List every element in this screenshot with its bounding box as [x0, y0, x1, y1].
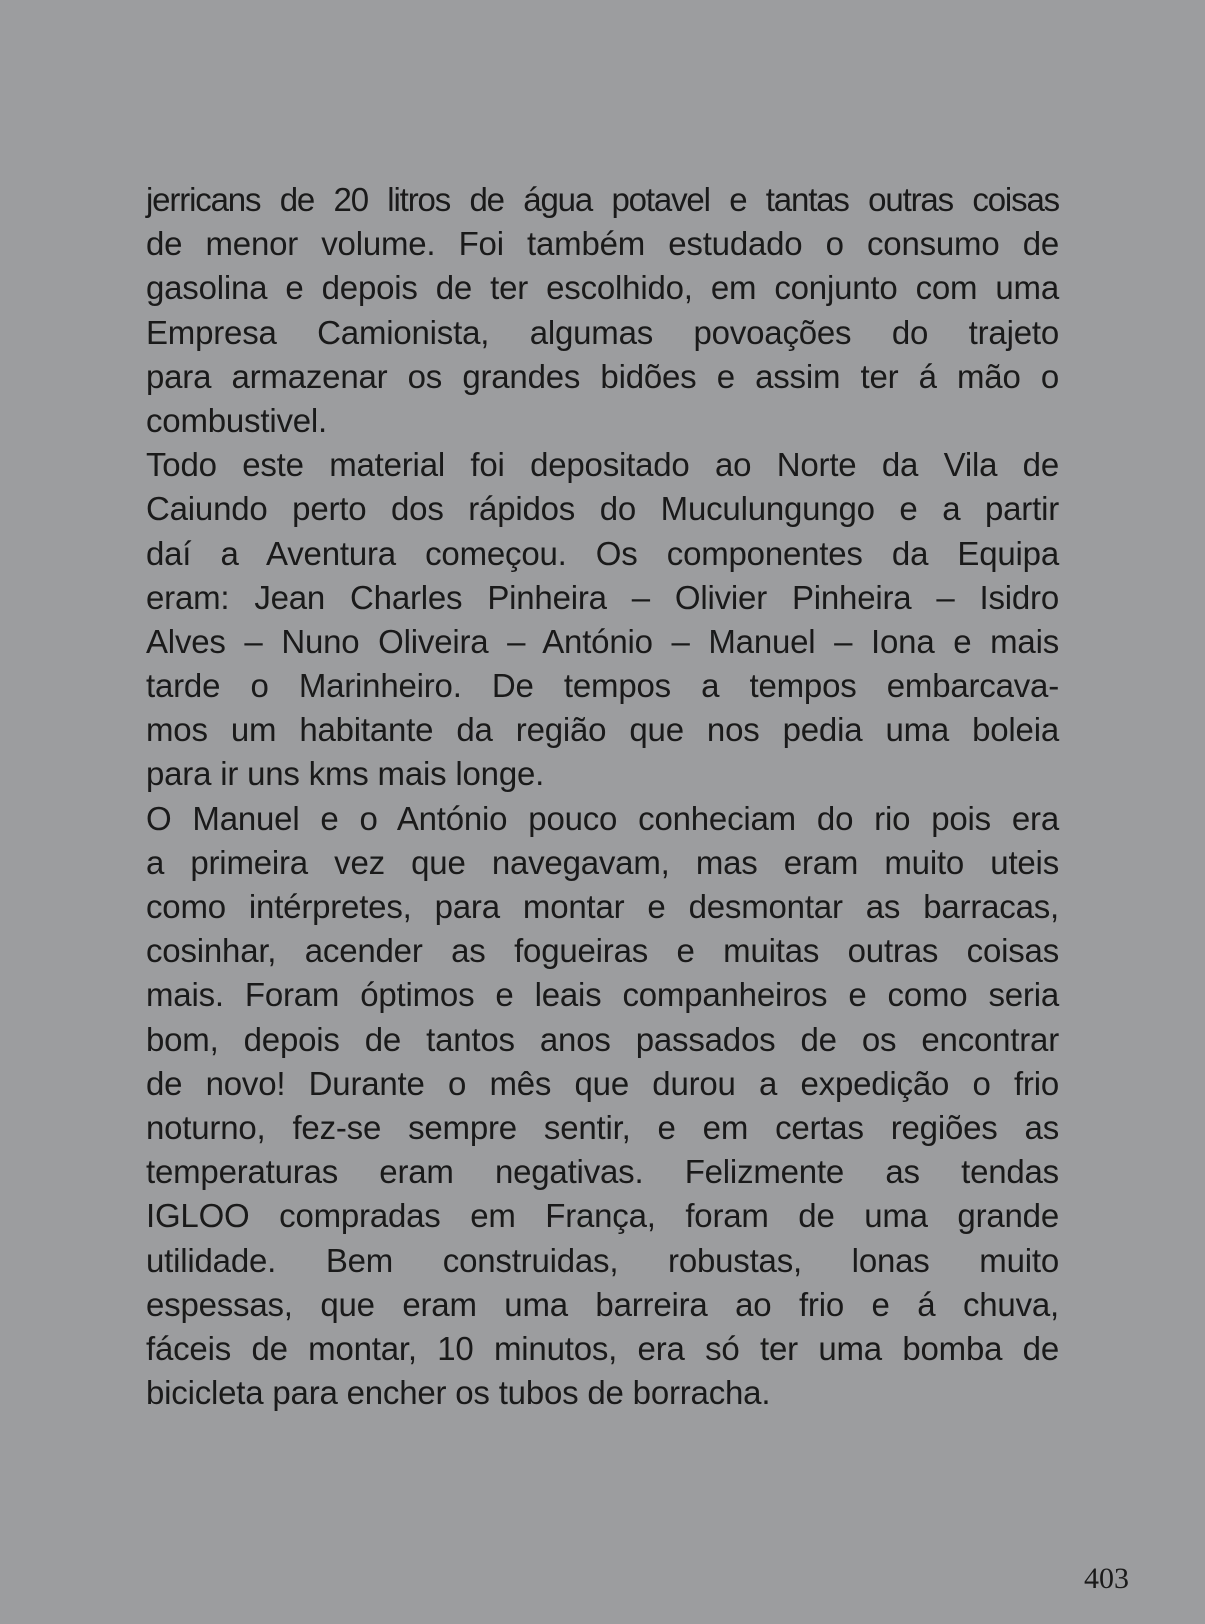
text-line: daí a Aventura começou. Os componentes da Equipa [146, 534, 1059, 572]
text-line: mos um habitante da região que nos pedia uma boleia [146, 711, 1059, 749]
text-line: de novo! Durante o mês que durou a expedição o frio [146, 1064, 1059, 1102]
text-line: Alves – Nuno Oliveira – António – Manuel – Iona e mais [146, 622, 1059, 660]
text-line: para armazenar os grandes bidões e assim ter á mão o [146, 357, 1059, 395]
text-line: bom, depois de tantos anos passados de os encontrar [146, 1020, 1059, 1058]
text-line: gasolina e depois de ter escolhido, em conjunto com uma [146, 269, 1059, 307]
body-text [146, 178, 1059, 1415]
text-line: bicicleta para encher os tubos de borracha. [146, 1374, 771, 1412]
text-line: espessas, que eram uma barreira ao frio e á chuva, [146, 1285, 1059, 1323]
page-number: 403 [1084, 1562, 1129, 1595]
text-line: cosinhar, acender as fogueiras e muitas outras coisas [146, 932, 1059, 970]
text-line: eram: Jean Charles Pinheira – Olivier Pinheira – Isidro [146, 578, 1059, 616]
text-line: a primeira vez que navegavam, mas eram muito uteis [146, 843, 1059, 881]
text-line: para ir uns kms mais longe. [146, 755, 545, 793]
text-line: jerricans de 20 litros de água potavel e tantas outras coisas [146, 181, 1059, 218]
text-line: mais. Foram óptimos e leais companheiros e como seria [146, 976, 1059, 1014]
text-line: Empresa Camionista, algumas povoações do trajeto [146, 313, 1059, 351]
text-line: Caiundo perto dos rápidos do Muculungungo e a partir [146, 490, 1059, 528]
text-line: temperaturas eram negativas. Felizmente as tendas [146, 1153, 1059, 1191]
text-line: como intérpretes, para montar e desmontar as barracas, [146, 888, 1059, 925]
text-line: noturno, fez-se sempre sentir, e em certas regiões as [146, 1108, 1059, 1146]
text-line: IGLOO compradas em França, foram de uma grande [146, 1197, 1059, 1235]
text-line: Todo este material foi depositado ao Norte da Vila de [146, 446, 1059, 484]
text-line: O Manuel e o António pouco conheciam do rio pois era [146, 799, 1059, 837]
text-line: fáceis de montar, 10 minutos, era só ter uma bomba de [146, 1329, 1059, 1367]
text-line: de menor volume. Foi também estudado o consumo de [146, 225, 1059, 263]
text-line: tarde o Marinheiro. De tempos a tempos embarcava- [146, 667, 1059, 705]
text-line: combustivel. [146, 401, 328, 439]
text-line: utilidade. Bem construidas, robustas, lonas muito [146, 1241, 1059, 1279]
